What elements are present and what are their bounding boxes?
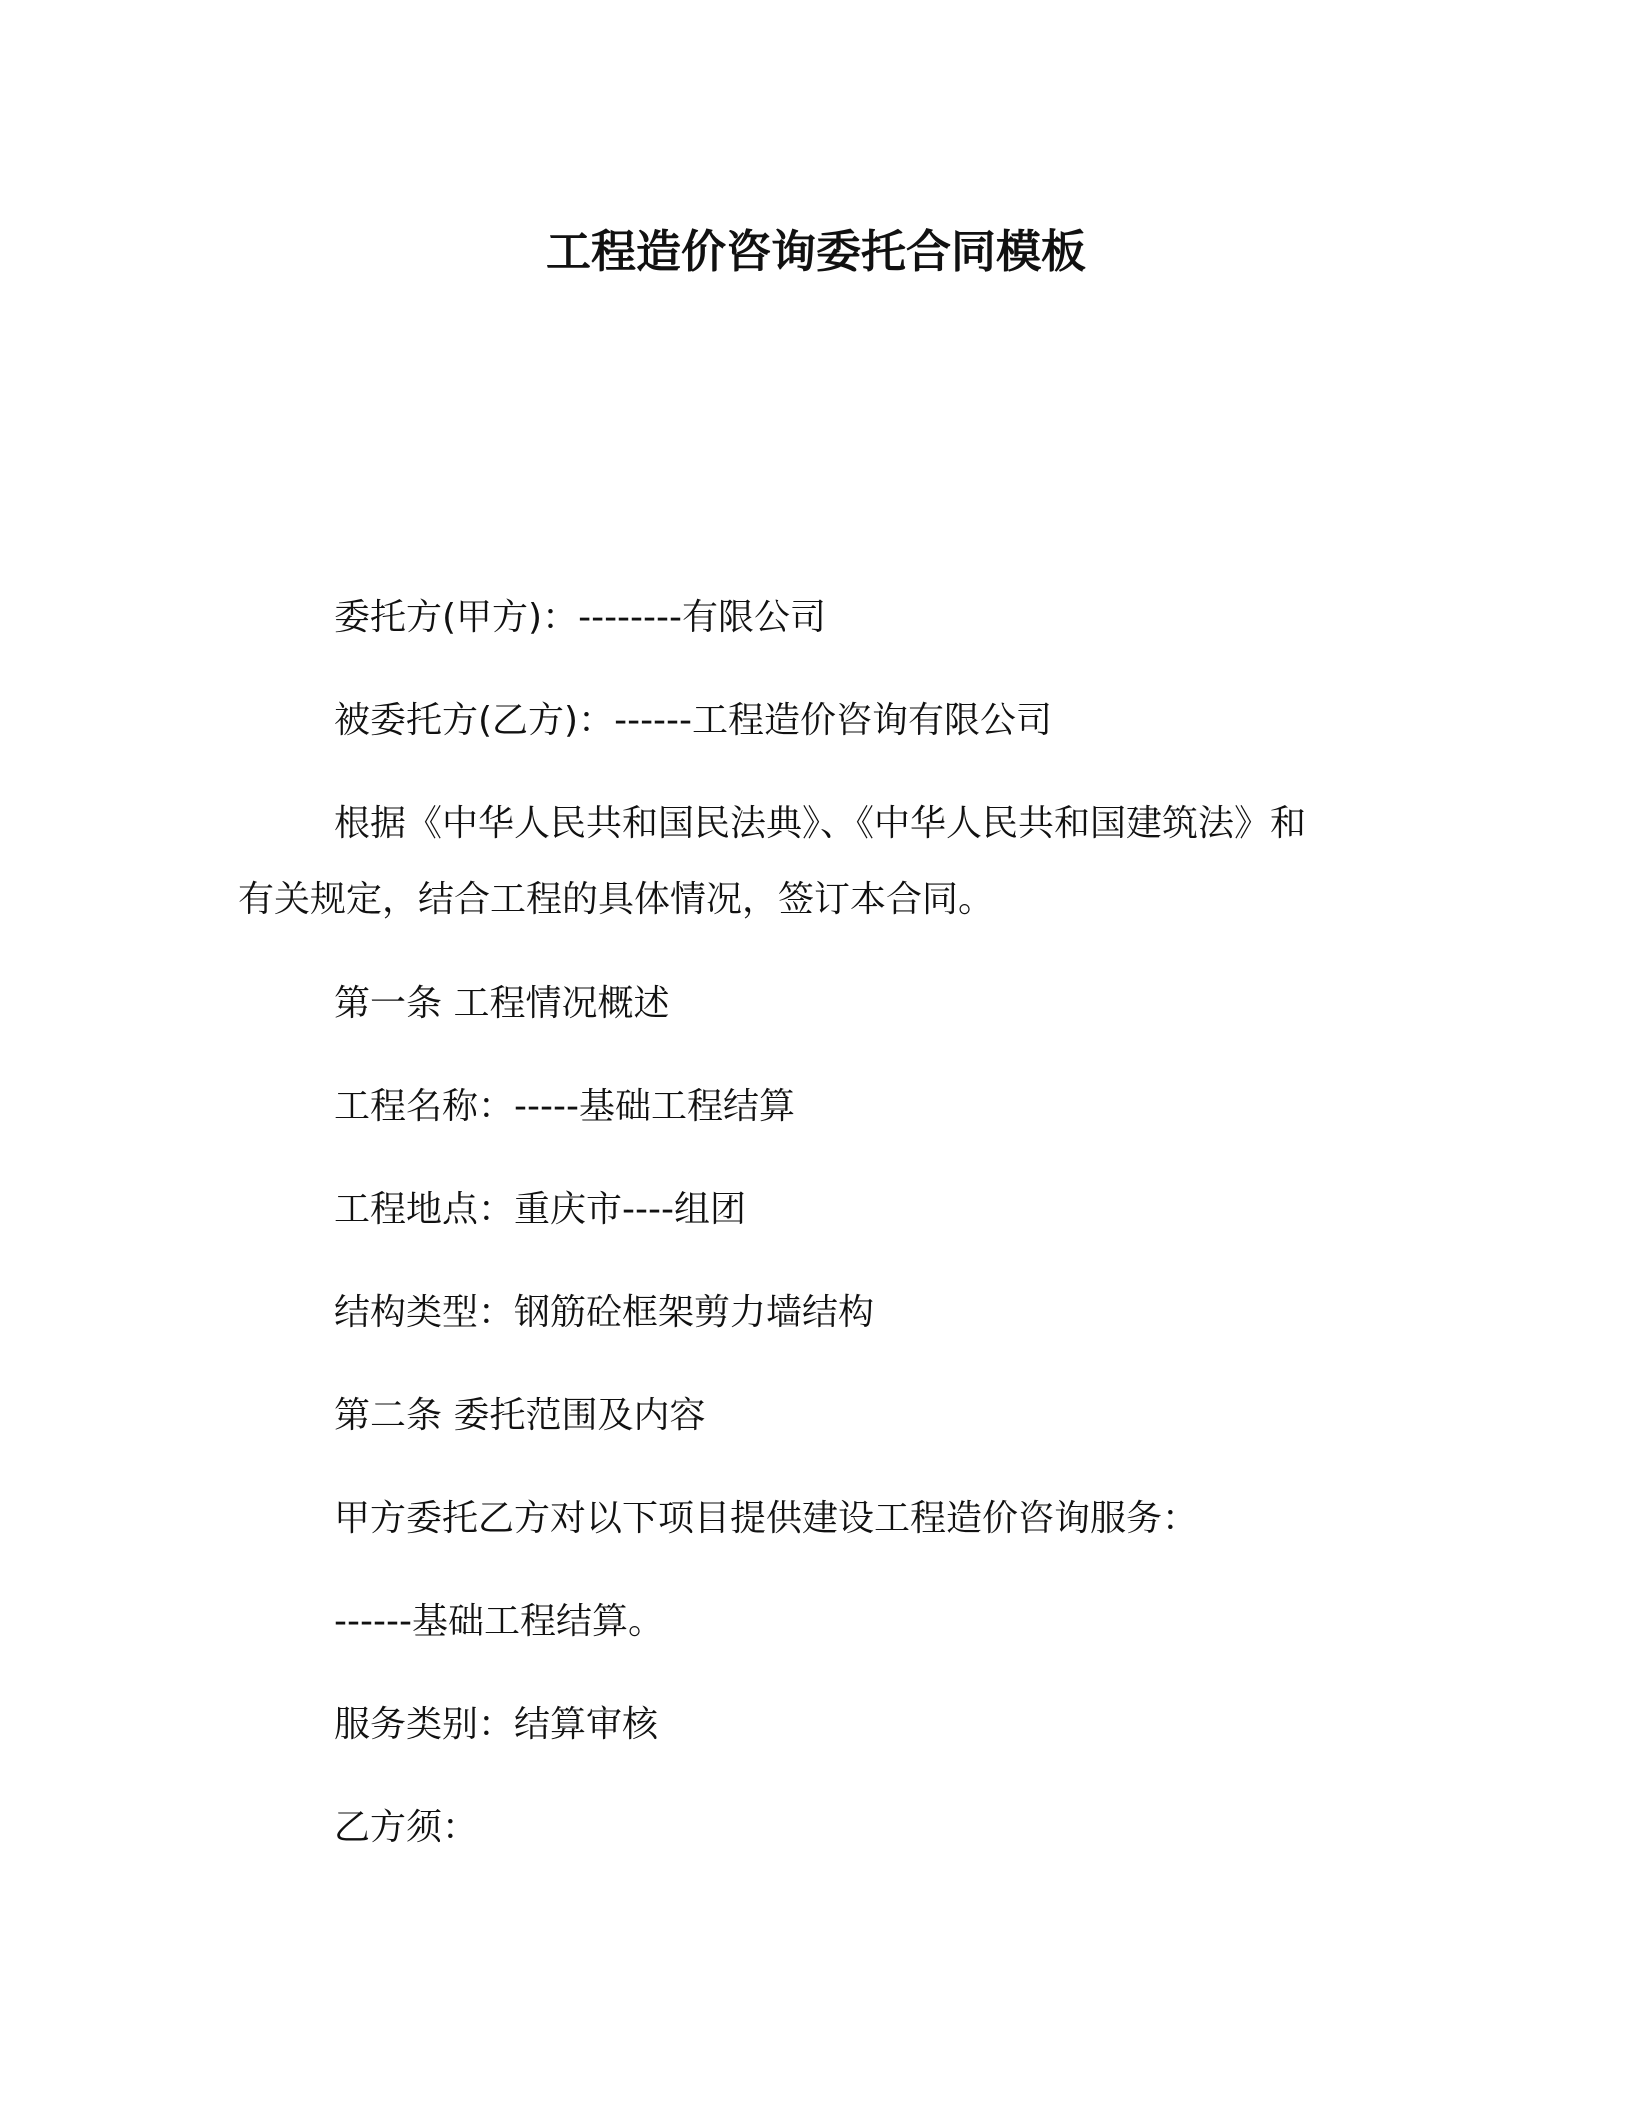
project-name-line: 工程名称：-----基础工程结算: [334, 1086, 795, 1127]
scope-description-line: 甲方委托乙方对以下项目提供建设工程造价咨询服务：: [334, 1498, 1199, 1539]
legal-basis-line-1: 根据《中华人民共和国民法典》、《中华人民共和国建筑法》和: [334, 803, 1307, 844]
contractor-party-line: 被委托方(乙方)：------工程造价咨询有限公司: [334, 700, 1053, 741]
project-location-line: 工程地点：重庆市----组团: [334, 1189, 746, 1230]
scope-item-line: ------基础工程结算。: [334, 1601, 664, 1642]
article-two-heading: 第二条 委托范围及内容: [334, 1395, 706, 1436]
service-category-line: 服务类别：结算审核: [334, 1704, 659, 1745]
structure-type-line: 结构类型：钢筋砼框架剪力墙结构: [334, 1292, 875, 1333]
article-one-heading: 第一条 工程情况概述: [334, 983, 670, 1024]
legal-basis-line-2: 有关规定，结合工程的具体情况，签订本合同。: [238, 879, 995, 920]
document-title: 工程造价咨询委托合同模板: [545, 225, 1086, 278]
contractor-obligations-line: 乙方须：: [334, 1807, 479, 1848]
client-party-line: 委托方(甲方)：--------有限公司: [334, 597, 827, 638]
